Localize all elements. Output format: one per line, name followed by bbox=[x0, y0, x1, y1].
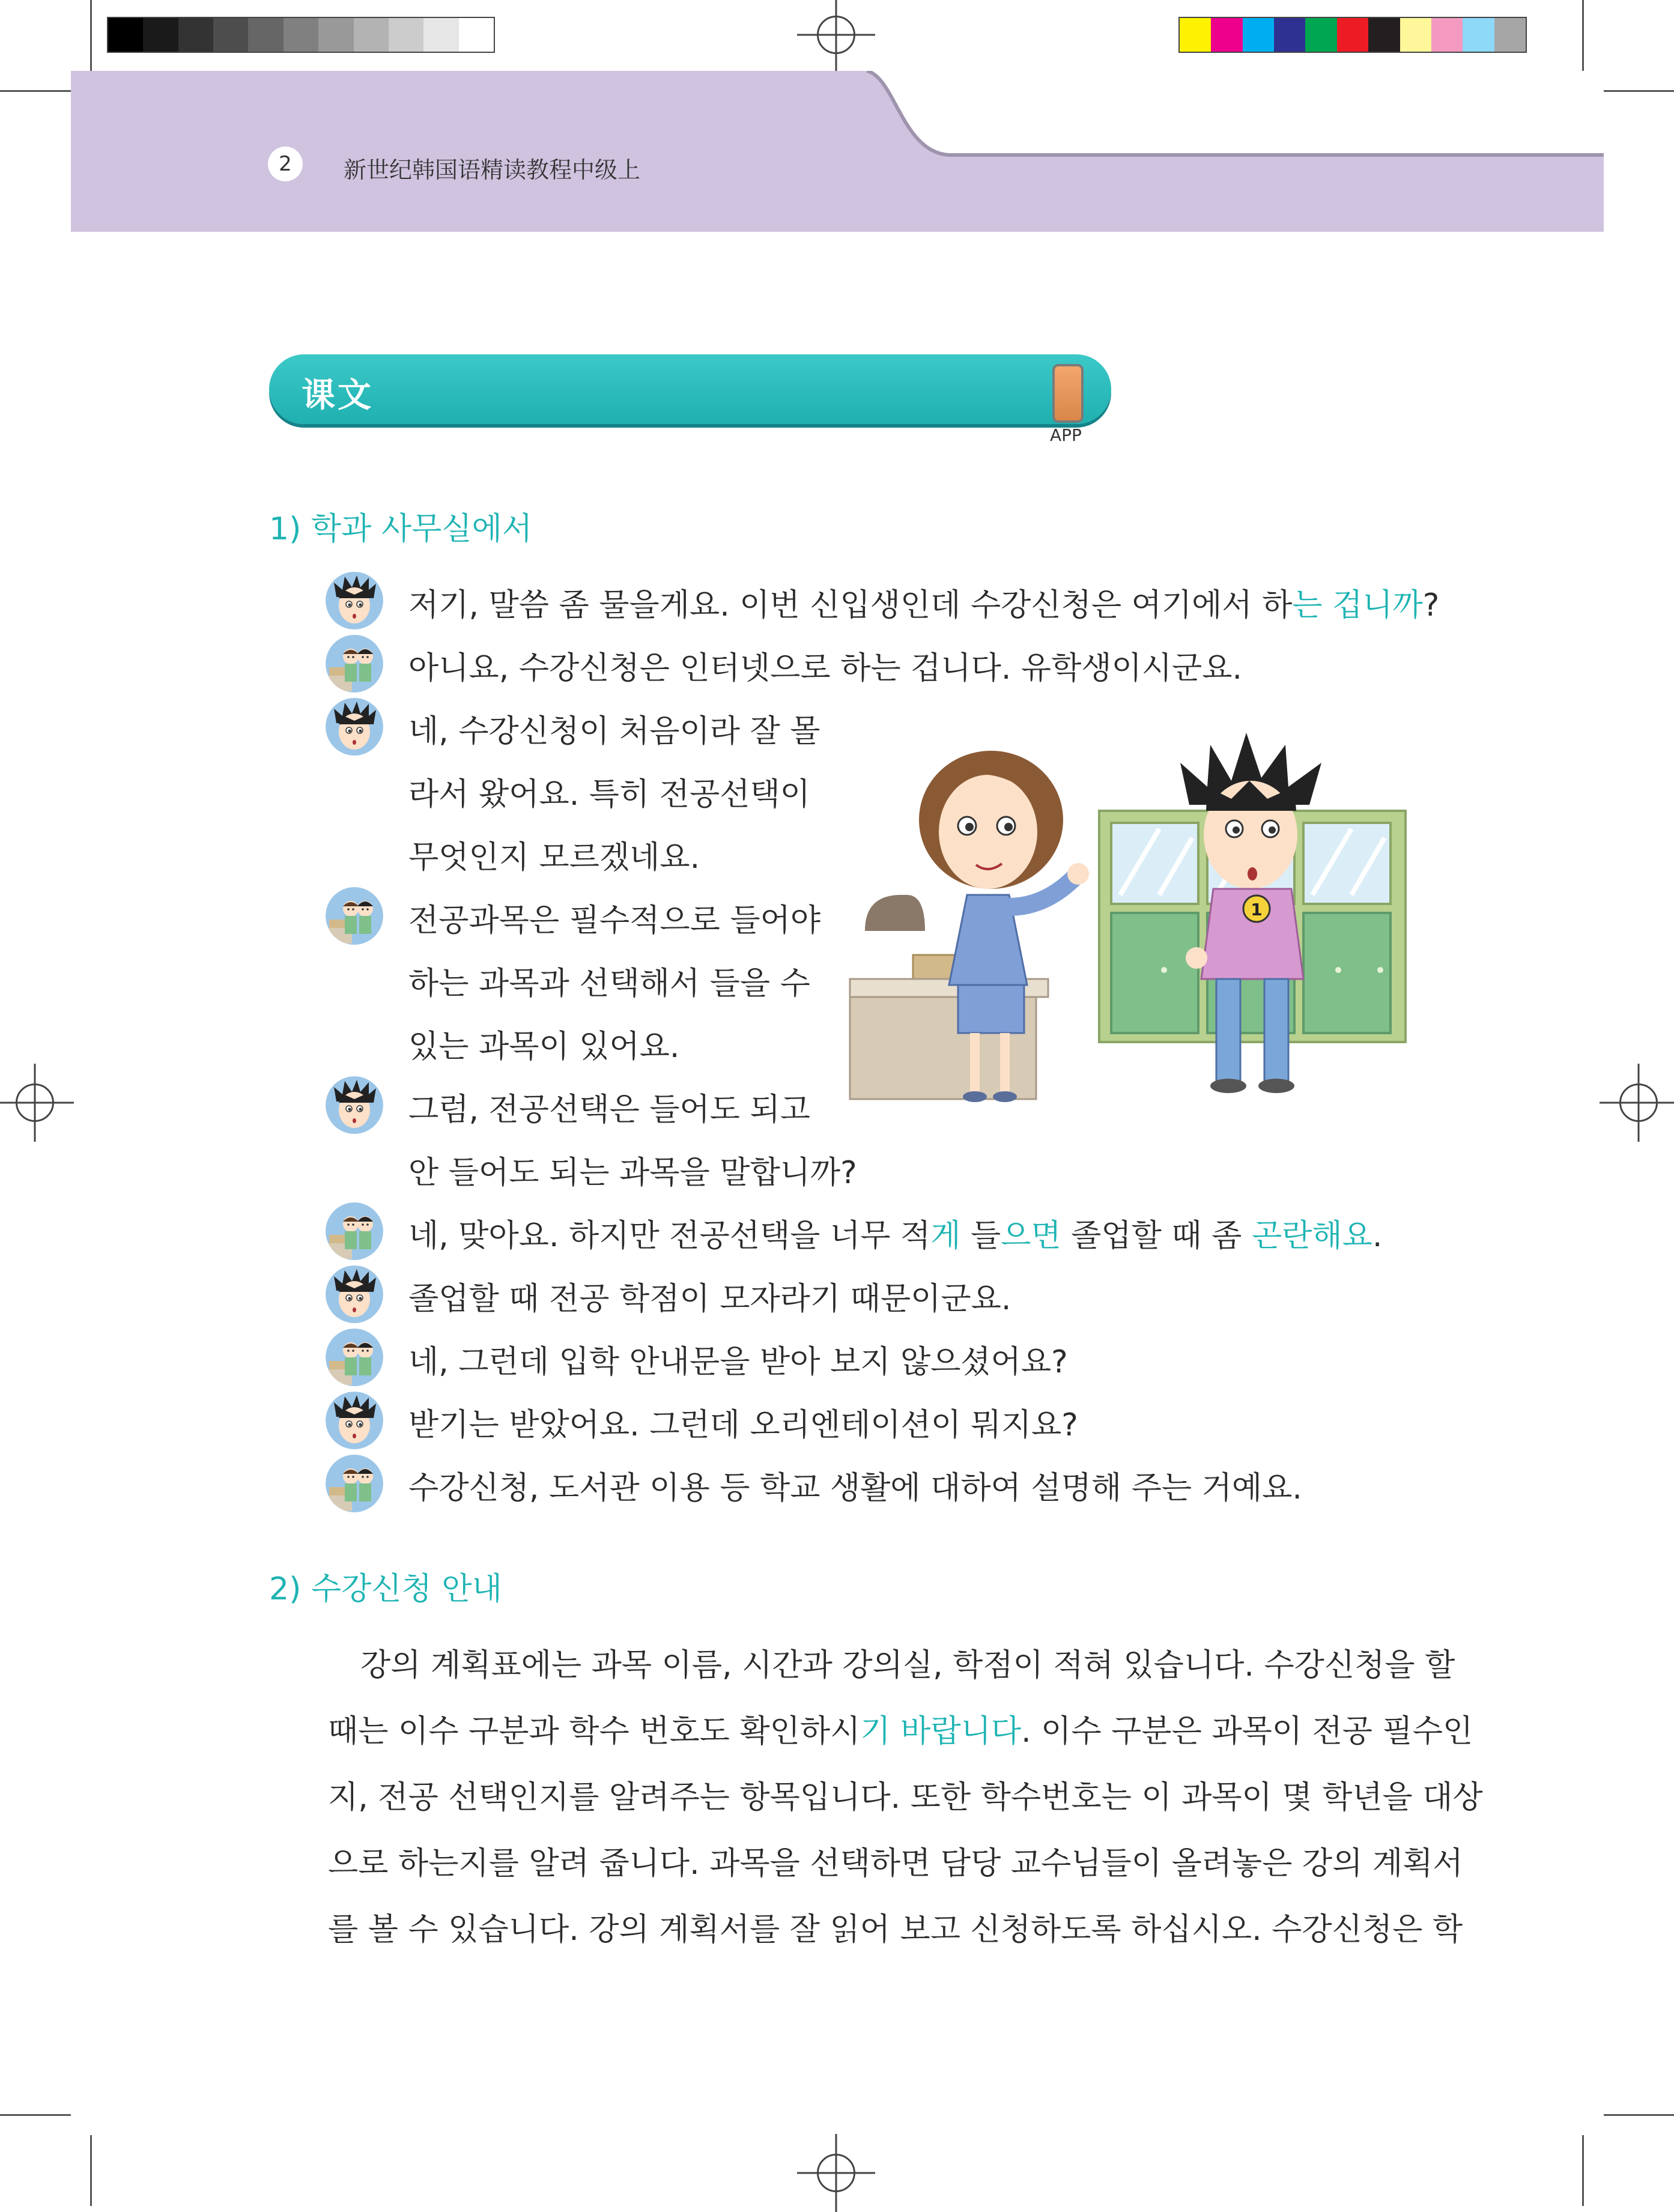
dialogue-1-heading: 1) 학과 사무실에서 bbox=[269, 511, 533, 547]
grayscale-color-bar bbox=[107, 17, 495, 53]
header-band bbox=[71, 71, 1604, 232]
page-number: 2 bbox=[268, 147, 303, 181]
paragraph-line: 으로 하는지를 알려 줍니다. 과목을 선택하면 담당 교수님들이 올려놓은 강의 계획서 bbox=[328, 1846, 1463, 1882]
crop-mark bbox=[1604, 90, 1674, 92]
dialogue-line: 라서 왔어요. 특히 전공선택이 bbox=[408, 777, 810, 813]
dialogue-line: 네, 수강신청이 처음이라 잘 몰 bbox=[408, 714, 820, 750]
crop-mark bbox=[1582, 2135, 1584, 2206]
paragraph-line: 를 볼 수 있습니다. 강의 계획서를 잘 읽어 보고 신청하도록 하십시오. 수강신청은 학 bbox=[328, 1912, 1463, 1948]
dialogue-line: 아니요, 수강신청은 인터넷으로 하는 겁니다. 유학생이시군요. bbox=[408, 650, 1243, 686]
book-title: 新世纪韩国语精读教程中级上 bbox=[344, 157, 641, 183]
paragraph-line: 때는 이수 구분과 학수 번호도 확인하시기 바랍니다. 이수 구분은 과목이 전공 필수인 bbox=[328, 1714, 1473, 1750]
student-avatar-icon bbox=[326, 1076, 383, 1134]
dialogue-line: 그럼, 전공선택은 들어도 되고 bbox=[408, 1092, 810, 1128]
crop-mark bbox=[1582, 0, 1584, 71]
staff-avatar-icon bbox=[326, 887, 383, 945]
crop-mark bbox=[0, 2114, 71, 2116]
student-avatar-icon bbox=[326, 1392, 383, 1449]
staff-avatar-icon bbox=[326, 635, 383, 692]
phone-app-icon[interactable] bbox=[1052, 364, 1084, 423]
staff-avatar-icon bbox=[326, 1329, 383, 1386]
app-label: APP bbox=[1050, 425, 1082, 445]
office-illustration bbox=[847, 727, 1412, 1111]
crop-mark bbox=[90, 2135, 92, 2206]
paragraph-line: 강의 계획표에는 과목 이름, 시간과 강의실, 학점이 적혀 있습니다. 수강신청을 할 bbox=[360, 1647, 1455, 1683]
dialogue-line: 무엇인지 모르겠네요. bbox=[408, 840, 700, 876]
staff-avatar-icon bbox=[326, 1455, 383, 1512]
registration-mark bbox=[817, 16, 855, 54]
dialogue-line: 하는 과목과 선택해서 들을 수 bbox=[408, 966, 810, 1002]
dialogue-line: 있는 과목이 있어요. bbox=[408, 1029, 680, 1065]
crop-mark bbox=[0, 90, 71, 92]
student-avatar-icon bbox=[326, 572, 383, 629]
dialogue-line: 전공과목은 필수적으로 들어야 bbox=[408, 903, 821, 939]
dialogue-line: 졸업할 때 전공 학점이 모자라기 때문이군요. bbox=[408, 1281, 1011, 1317]
crop-mark bbox=[1604, 2114, 1674, 2116]
dialogue-line: 수강신청, 도서관 이용 등 학교 생활에 대하여 설명해 주는 거예요. bbox=[408, 1470, 1302, 1506]
staff-avatar-icon bbox=[326, 1202, 383, 1260]
registration-mark bbox=[817, 2154, 855, 2192]
dialogue-line: 네, 그런데 입학 안내문을 받아 보지 않으셨어요? bbox=[408, 1344, 1068, 1380]
badge-number: 1 bbox=[1251, 900, 1263, 920]
section-title: 课文 bbox=[302, 376, 374, 415]
dialogue-2-heading: 2) 수강신청 안내 bbox=[269, 1571, 502, 1607]
registration-mark bbox=[16, 1083, 54, 1122]
student-avatar-icon bbox=[326, 1265, 383, 1323]
paragraph-line: 지, 전공 선택인지를 알려주는 항목입니다. 또한 학수번호는 이 과목이 몇 학년을 대상 bbox=[328, 1780, 1483, 1816]
cmyk-color-bar bbox=[1178, 17, 1527, 53]
dialogue-line: 받기는 받았어요. 그런데 오리엔테이션이 뭐지요? bbox=[408, 1407, 1078, 1443]
student-avatar-icon bbox=[326, 698, 383, 756]
section-banner bbox=[269, 354, 1111, 424]
dialogue-line: 안 들어도 되는 과목을 말합니까? bbox=[408, 1155, 857, 1191]
dialogue-line: 네, 맞아요. 하지만 전공선택을 너무 적게 들으면 졸업할 때 좀 곤란해요. bbox=[408, 1218, 1383, 1254]
dialogue-line: 저기, 말씀 좀 물을게요. 이번 신입생인데 수강신청은 여기에서 하는 겁니까? bbox=[408, 587, 1440, 623]
registration-mark bbox=[1619, 1083, 1658, 1122]
crop-mark bbox=[90, 0, 92, 71]
